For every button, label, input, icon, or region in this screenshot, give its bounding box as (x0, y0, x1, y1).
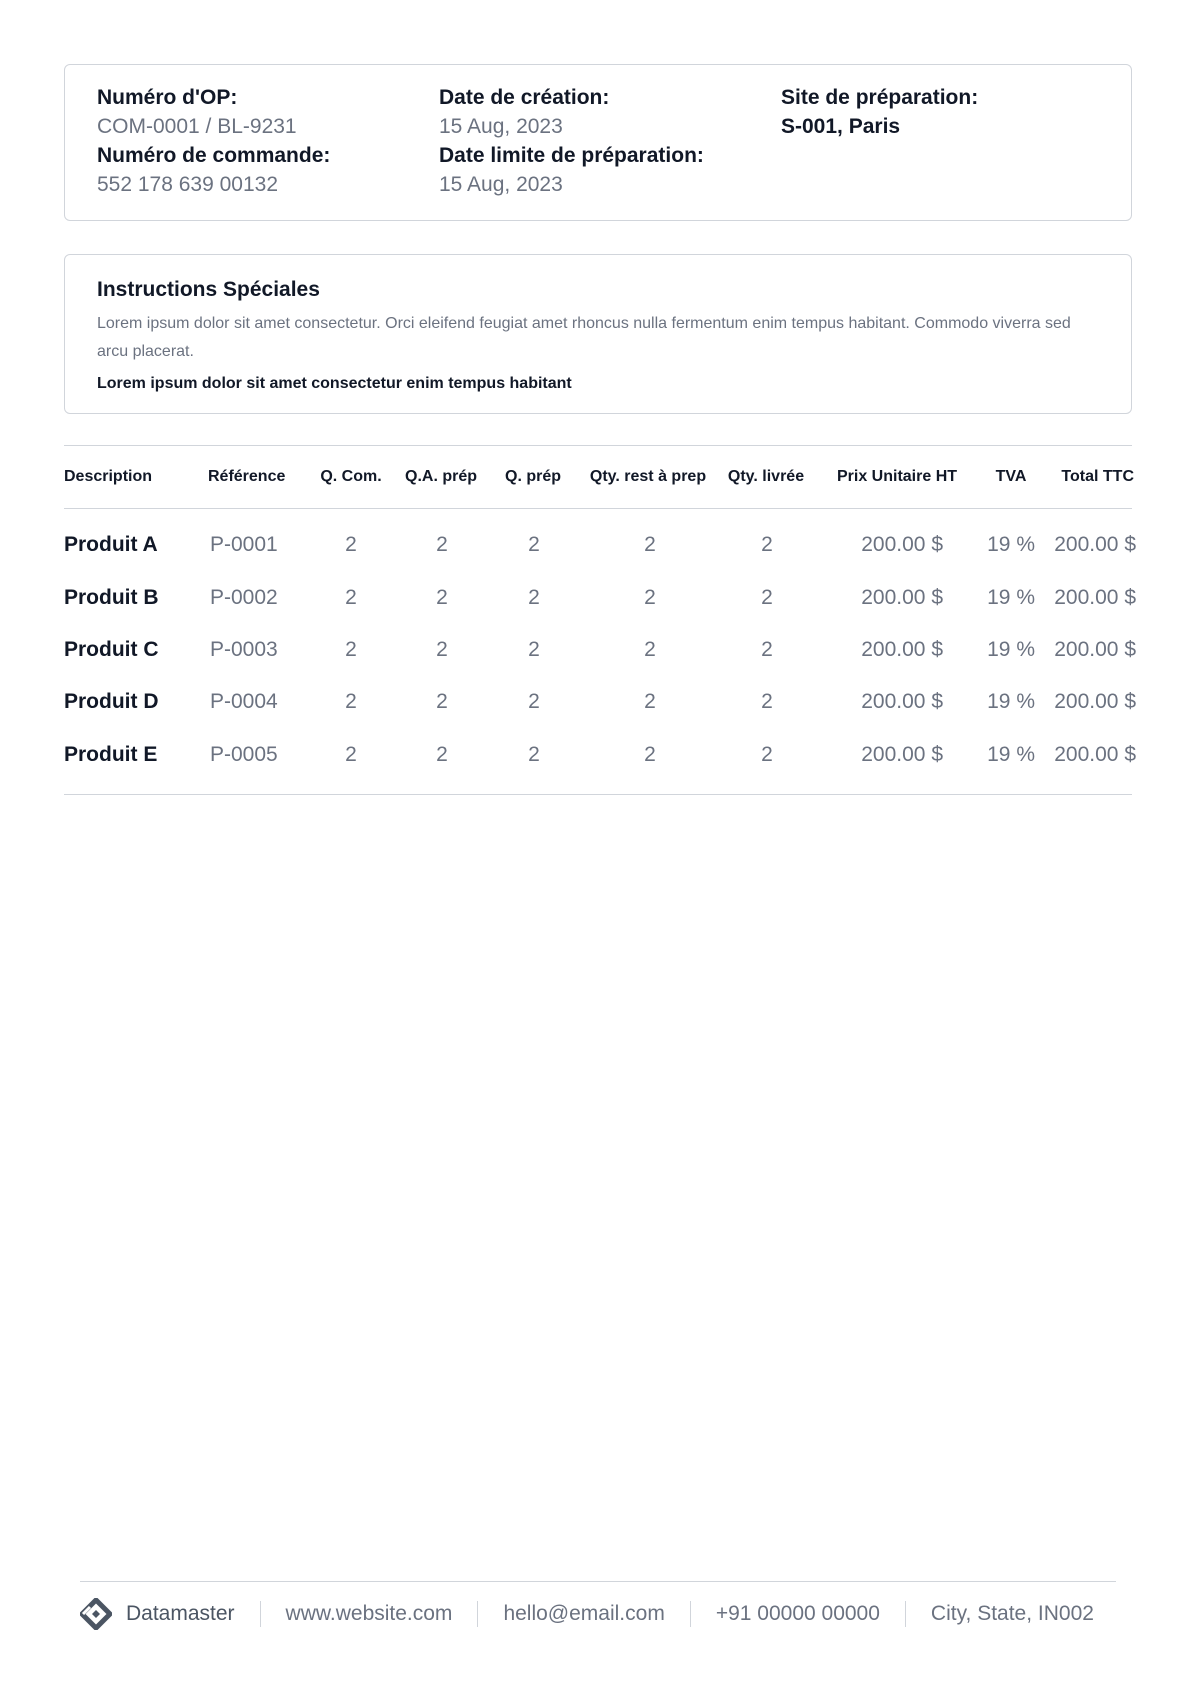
info-column-site (781, 83, 978, 141)
footer-address: City, State, IN002 (930, 1602, 1094, 1625)
cell-qty-delivered: 2 (761, 690, 773, 713)
table-bottom-divider (64, 794, 1132, 795)
column-header-reference: Référence (208, 468, 286, 485)
cell-unit-price: 200.00 $ (861, 690, 943, 713)
special-instructions-card (64, 254, 1132, 414)
footer-website[interactable]: www.website.com (285, 1602, 453, 1625)
cell-qty-prepared: 2 (528, 743, 540, 766)
column-header-qty-ordered: Q. Com. (320, 468, 382, 485)
cell-total: 200.00 $ (1054, 586, 1136, 609)
cell-unit-price: 200.00 $ (861, 638, 943, 661)
cell-qty-prepared: 2 (528, 638, 540, 661)
cell-total: 200.00 $ (1054, 638, 1136, 661)
cell-vat: 19 % (987, 586, 1035, 609)
column-header-qty-prepared: Q. prép (504, 468, 562, 485)
cell-qty-to-prepare: 2 (436, 638, 448, 661)
brand-name: Datamaster (126, 1602, 235, 1625)
table-header-divider (64, 508, 1132, 509)
cell-reference: P-0004 (210, 690, 278, 713)
info-column-dates (439, 83, 704, 199)
cell-qty-prepared: 2 (528, 533, 540, 556)
cell-reference: P-0001 (210, 533, 278, 556)
cell-qty-ordered: 2 (345, 690, 357, 713)
cell-qty-to-prepare: 2 (436, 743, 448, 766)
cell-qty-ordered: 2 (345, 743, 357, 766)
column-header-qty-to-prepare: Q.A. prép (404, 468, 478, 485)
cell-unit-price: 200.00 $ (861, 743, 943, 766)
diamond-logo-icon (80, 1598, 112, 1630)
cell-qty-remaining: 2 (644, 690, 656, 713)
cell-description: Produit D (64, 690, 159, 713)
cell-qty-to-prepare: 2 (436, 690, 448, 713)
column-header-qty-remaining: Qty. rest à prep (589, 468, 707, 485)
footer-email[interactable]: hello@email.com (503, 1602, 665, 1625)
cell-qty-to-prepare: 2 (436, 586, 448, 609)
op-number-value: COM-0001 / BL-9231 (97, 115, 297, 138)
cell-qty-to-prepare: 2 (436, 533, 448, 556)
cell-qty-remaining: 2 (644, 586, 656, 609)
column-header-qty-delivered: Qty. livrée (727, 468, 805, 485)
cell-vat: 19 % (987, 533, 1035, 556)
cell-qty-delivered: 2 (761, 533, 773, 556)
cell-total: 200.00 $ (1054, 690, 1136, 713)
instructions-note: Lorem ipsum dolor sit amet consectetur enim tempus habitant (97, 375, 572, 392)
cell-description: Produit E (64, 743, 158, 766)
column-header-unit-price: Prix Unitaire HT (836, 468, 958, 485)
site-value: S-001, Paris (781, 115, 901, 138)
footer-separator (905, 1601, 906, 1627)
cell-qty-ordered: 2 (345, 586, 357, 609)
cell-qty-ordered: 2 (345, 533, 357, 556)
cell-vat: 19 % (987, 743, 1035, 766)
deadline-label: Date limite de préparation: (439, 144, 704, 167)
column-header-vat: TVA (995, 468, 1027, 485)
site-label: Site de préparation: (781, 86, 979, 109)
cell-qty-prepared: 2 (528, 586, 540, 609)
footer-separator (477, 1601, 478, 1627)
footer-phone[interactable]: +91 00000 00000 (715, 1602, 880, 1625)
cell-reference: P-0003 (210, 638, 278, 661)
table-top-divider (64, 445, 1132, 446)
op-number-label: Numéro d'OP: (97, 86, 238, 109)
cell-qty-ordered: 2 (345, 638, 357, 661)
cell-total: 200.00 $ (1054, 743, 1136, 766)
info-column-op (97, 83, 330, 199)
cell-qty-delivered: 2 (761, 586, 773, 609)
column-header-total: Total TTC (1061, 468, 1134, 485)
column-header-description: Description (64, 468, 153, 485)
cell-qty-remaining: 2 (644, 533, 656, 556)
cell-description: Produit B (64, 586, 159, 609)
order-info-card (64, 64, 1132, 221)
footer-divider (80, 1581, 1116, 1582)
cell-qty-remaining: 2 (644, 743, 656, 766)
cell-qty-remaining: 2 (644, 638, 656, 661)
order-number-label: Numéro de commande: (97, 144, 331, 167)
cell-total: 200.00 $ (1054, 533, 1136, 556)
creation-date-label: Date de création: (439, 86, 610, 109)
cell-reference: P-0002 (210, 586, 278, 609)
deadline-value: 15 Aug, 2023 (439, 173, 563, 196)
cell-unit-price: 200.00 $ (861, 586, 943, 609)
cell-unit-price: 200.00 $ (861, 533, 943, 556)
cell-qty-prepared: 2 (528, 690, 540, 713)
cell-vat: 19 % (987, 638, 1035, 661)
instructions-title: Instructions Spéciales (97, 278, 320, 301)
cell-description: Produit A (64, 533, 158, 556)
cell-qty-delivered: 2 (761, 638, 773, 661)
cell-reference: P-0005 (210, 743, 278, 766)
cell-vat: 19 % (987, 690, 1035, 713)
instructions-body: Lorem ipsum dolor sit amet consectetur. Orci eleifend feugiat amet rhoncus nulla fermentum enim tempus habitant. Commodo viverra sed arcu placerat. (97, 315, 1071, 360)
footer-separator (260, 1601, 261, 1627)
cell-description: Produit C (64, 638, 159, 661)
order-number-value: 552 178 639 00132 (97, 173, 279, 196)
cell-qty-delivered: 2 (761, 743, 773, 766)
footer-separator (690, 1601, 691, 1627)
creation-date-value: 15 Aug, 2023 (439, 115, 563, 138)
footer (80, 1596, 1094, 1632)
